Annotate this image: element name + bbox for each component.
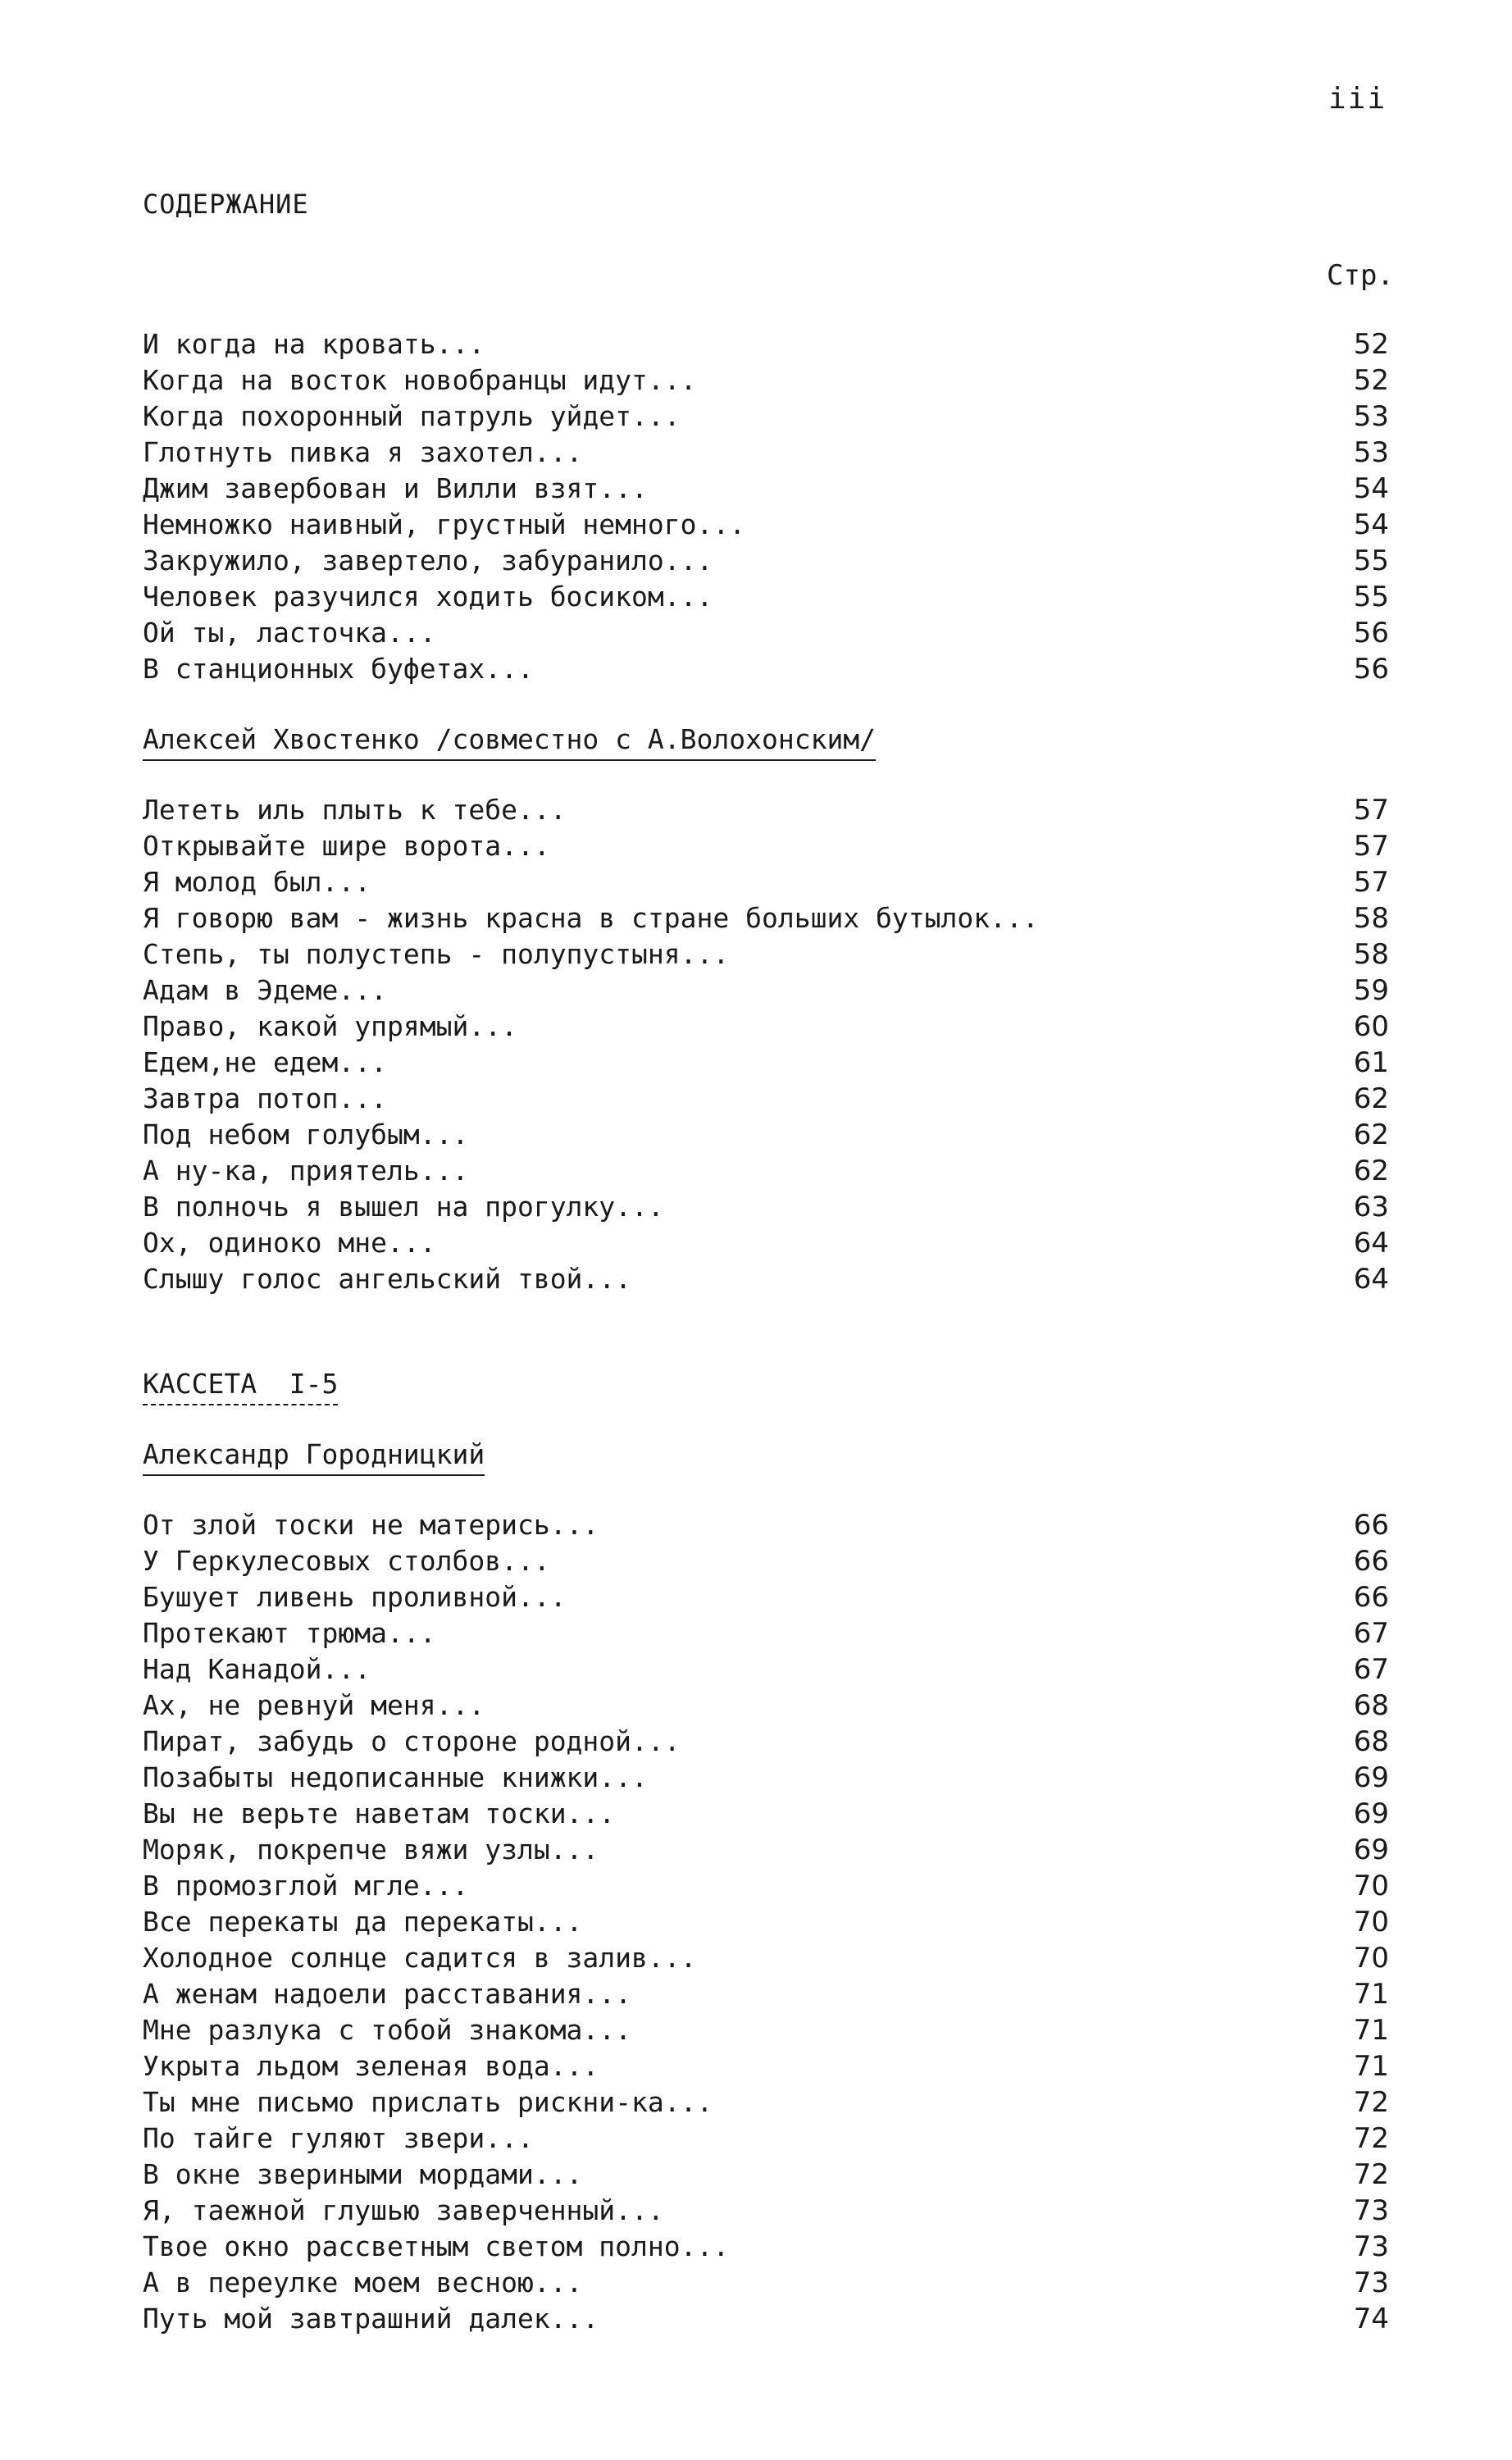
toc-entry bbox=[143, 326, 1389, 362]
toc-entry-page: 69 bbox=[1353, 1834, 1389, 1866]
toc-entry bbox=[143, 1651, 1389, 1688]
section2-list bbox=[143, 792, 1389, 1297]
toc-entry-page: 64 bbox=[1353, 1227, 1389, 1260]
toc-entry-title: Глотнуть пивка я захотел... bbox=[143, 436, 583, 468]
toc-entry-page: 58 bbox=[1353, 902, 1389, 935]
toc-entry-page: 72 bbox=[1353, 2086, 1389, 2119]
toc-entry bbox=[143, 435, 1389, 471]
toc-entry bbox=[143, 2121, 1389, 2157]
toc-entry bbox=[143, 2012, 1389, 2048]
toc-entry-page: 60 bbox=[1353, 1010, 1389, 1043]
toc-entry-title: Протекают трюма... bbox=[143, 1617, 436, 1649]
cassette-heading: КАССЕТА I-5 bbox=[143, 1368, 338, 1405]
toc-entry-page: 66 bbox=[1353, 1509, 1389, 1542]
toc-entry-page: 71 bbox=[1353, 2050, 1389, 2083]
toc-entry bbox=[143, 1189, 1389, 1225]
toc-entry-page: 56 bbox=[1353, 617, 1389, 649]
toc-entry bbox=[143, 936, 1389, 973]
toc-entry-title: Пират, забудь о стороне родной... bbox=[143, 1725, 681, 1757]
toc-entry bbox=[143, 1868, 1389, 1904]
toc-entry-page: 55 bbox=[1353, 581, 1389, 613]
toc-entry-page: 54 bbox=[1353, 508, 1389, 541]
toc-entry-title: Все перекаты да перекаты... bbox=[143, 1906, 583, 1938]
page-number: iii bbox=[1328, 82, 1387, 116]
toc-entry-title: От злой тоски не матерись... bbox=[143, 1509, 599, 1541]
toc-entry-title: Степь, ты полустепь - полупустыня... bbox=[143, 938, 730, 970]
toc-entry-page: 71 bbox=[1353, 2014, 1389, 2047]
toc-entry-title: У Геркулесовых столбов... bbox=[143, 1545, 550, 1577]
section1-list bbox=[143, 326, 1389, 687]
toc-entry bbox=[143, 1045, 1389, 1081]
toc-entry bbox=[143, 651, 1389, 687]
toc-entry-title: Когда похоронный патруль уйдет... bbox=[143, 400, 681, 432]
toc-entry-page: 72 bbox=[1353, 2122, 1389, 2155]
toc-entry bbox=[143, 362, 1389, 399]
toc-entry-page: 73 bbox=[1353, 2230, 1389, 2263]
toc-entry-title: Человек разучился ходить босиком... bbox=[143, 581, 713, 613]
toc-entry bbox=[143, 2265, 1389, 2301]
toc-entry-page: 62 bbox=[1353, 1118, 1389, 1151]
toc-entry bbox=[143, 1904, 1389, 1940]
toc-entry-title: Джим завербован и Вилли взят... bbox=[143, 472, 648, 504]
toc-entry bbox=[143, 471, 1389, 507]
toc-entry bbox=[143, 615, 1389, 651]
toc-entry-page: 62 bbox=[1353, 1155, 1389, 1187]
toc-entry-title: По тайге гуляют звери... bbox=[143, 2122, 534, 2154]
toc-entry-title: В станционных буфетах... bbox=[143, 653, 534, 685]
toc-entry-title: Моряк, покрепче вяжи узлы... bbox=[143, 1834, 599, 1866]
toc-entry-page: 66 bbox=[1353, 1545, 1389, 1578]
toc-entry-page: 58 bbox=[1353, 938, 1389, 971]
toc-entry-page: 71 bbox=[1353, 1978, 1389, 2011]
toc-entry-page: 63 bbox=[1353, 1191, 1389, 1223]
toc-entry bbox=[143, 864, 1389, 900]
toc-entry bbox=[143, 543, 1389, 579]
toc-entry-title: Когда на восток новобранцы идут... bbox=[143, 364, 697, 396]
author-heading-gorodnitsky: Александр Городницкий bbox=[143, 1438, 485, 1476]
toc-entry-title: Ты мне письмо прислать рискни-ка... bbox=[143, 2086, 713, 2118]
toc-entry bbox=[143, 1543, 1389, 1579]
toc-entry bbox=[143, 1615, 1389, 1651]
toc-entry-title: Укрыта льдом зеленая вода... bbox=[143, 2050, 599, 2082]
toc-entry-page: 55 bbox=[1353, 544, 1389, 577]
toc-entry-page: 66 bbox=[1353, 1581, 1389, 1614]
toc-entry bbox=[143, 1688, 1389, 1724]
toc-entry-page: 70 bbox=[1353, 1870, 1389, 1902]
toc-entry bbox=[143, 1117, 1389, 1153]
toc-entry bbox=[143, 1081, 1389, 1117]
toc-entry-title: Слышу голос ангельский твой... bbox=[143, 1263, 632, 1295]
toc-entry-page: 64 bbox=[1353, 1263, 1389, 1296]
toc-entry bbox=[143, 2157, 1389, 2193]
toc-entry-page: 68 bbox=[1353, 1689, 1389, 1722]
toc-entry-title: Я молод был... bbox=[143, 866, 371, 898]
toc-entry-title: Завтра потоп... bbox=[143, 1082, 388, 1114]
toc-entry bbox=[143, 1225, 1389, 1261]
toc-entry bbox=[143, 828, 1389, 864]
toc-entry-title: В промозглой мгле... bbox=[143, 1870, 469, 1902]
toc-entry-page: 59 bbox=[1353, 974, 1389, 1007]
toc-entry bbox=[143, 1579, 1389, 1615]
toc-entry bbox=[143, 1760, 1389, 1796]
toc-entry bbox=[143, 1976, 1389, 2012]
toc-entry-title: Едем,не едем... bbox=[143, 1046, 388, 1078]
page-title: СОДЕРЖАНИЕ bbox=[143, 189, 309, 220]
toc-entry-page: 57 bbox=[1353, 830, 1389, 863]
toc-entry-title: Лететь иль плыть к тебе... bbox=[143, 794, 567, 826]
toc-entry-title: Ах, не ревнуй меня... bbox=[143, 1689, 485, 1721]
toc-entry bbox=[143, 1724, 1389, 1760]
toc-entry-title: В полночь я вышел на прогулку... bbox=[143, 1191, 664, 1223]
toc-entry-page: 52 bbox=[1353, 364, 1389, 397]
page-column-label: Стр. bbox=[1327, 259, 1394, 292]
toc-entry-title: Я, таежной глушью заверченный... bbox=[143, 2194, 664, 2226]
section3-list bbox=[143, 1507, 1389, 2337]
toc-entry-title: Позабыты недописанные книжки... bbox=[143, 1761, 648, 1793]
toc-entry-page: 69 bbox=[1353, 1797, 1389, 1830]
toc-entry-title: Закружило, завертело, забуранило... bbox=[143, 544, 713, 576]
toc-entry-page: 74 bbox=[1353, 2303, 1389, 2335]
toc-entry-page: 56 bbox=[1353, 653, 1389, 686]
toc-entry bbox=[143, 1796, 1389, 1832]
toc-entry-title: А ну-ка, приятель... bbox=[143, 1155, 469, 1187]
toc-entry-title: Твое окно рассветным светом полно... bbox=[143, 2230, 730, 2262]
toc-entry-page: 57 bbox=[1353, 794, 1389, 827]
toc-entry-title: Холодное солнце садится в залив... bbox=[143, 1942, 697, 1974]
toc-entry-page: 73 bbox=[1353, 2266, 1389, 2299]
toc-entry bbox=[143, 507, 1389, 543]
toc-entry bbox=[143, 1507, 1389, 1543]
toc-entry bbox=[143, 1153, 1389, 1189]
toc-entry-page: 68 bbox=[1353, 1725, 1389, 1758]
toc-entry-title: Вы не верьте наветам тоски... bbox=[143, 1797, 616, 1829]
toc-entry bbox=[143, 2193, 1389, 2229]
toc-entry-page: 53 bbox=[1353, 436, 1389, 469]
toc-entry-title: Право, какой упрямый... bbox=[143, 1010, 517, 1042]
toc-entry-page: 70 bbox=[1353, 1942, 1389, 1975]
toc-entry-page: 54 bbox=[1353, 472, 1389, 505]
toc-entry-title: Ой ты, ласточка... bbox=[143, 617, 436, 649]
toc-entry-title: Мне разлука с тобой знакома... bbox=[143, 2014, 632, 2046]
toc-entry bbox=[143, 399, 1389, 435]
toc-entry-page: 53 bbox=[1353, 400, 1389, 433]
toc-entry bbox=[143, 2084, 1389, 2121]
toc-entry-title: А женам надоели расставания... bbox=[143, 1978, 632, 2010]
toc-entry-page: 67 bbox=[1353, 1617, 1389, 1650]
toc-entry bbox=[143, 973, 1389, 1009]
toc-entry-page: 72 bbox=[1353, 2158, 1389, 2191]
toc-entry-page: 70 bbox=[1353, 1906, 1389, 1938]
toc-entry bbox=[143, 1261, 1389, 1297]
toc-entry bbox=[143, 2229, 1389, 2265]
toc-entry-page: 62 bbox=[1353, 1082, 1389, 1115]
toc-entry-page: 57 bbox=[1353, 866, 1389, 899]
toc-entry-page: 67 bbox=[1353, 1653, 1389, 1686]
toc-entry-title: Адам в Эдеме... bbox=[143, 974, 388, 1006]
toc-entry-title: Путь мой завтрашний далек... bbox=[143, 2303, 599, 2335]
toc-entry bbox=[143, 1832, 1389, 1868]
toc-entry-title: Бушует ливень проливной... bbox=[143, 1581, 567, 1613]
toc-entry-title: Открывайте шире ворота... bbox=[143, 830, 550, 862]
toc-entry-title: Я говорю вам - жизнь красна в стране больших бутылок... bbox=[143, 902, 1039, 934]
toc-entry-title: А в переулке моем весною... bbox=[143, 2266, 583, 2298]
toc-entry bbox=[143, 900, 1389, 936]
toc-entry-page: 73 bbox=[1353, 2194, 1389, 2227]
toc-entry-title: Под небом голубым... bbox=[143, 1118, 469, 1150]
toc-entry-page: 61 bbox=[1353, 1046, 1389, 1079]
toc-entry bbox=[143, 2048, 1389, 2084]
toc-entry-title: Немножко наивный, грустный немного... bbox=[143, 508, 746, 540]
toc-entry bbox=[143, 792, 1389, 828]
toc-entry bbox=[143, 579, 1389, 615]
toc-entry bbox=[143, 1009, 1389, 1045]
toc-entry-title: Ох, одиноко мне... bbox=[143, 1227, 436, 1259]
toc-entry bbox=[143, 2301, 1389, 2337]
toc-entry bbox=[143, 1940, 1389, 1976]
toc-entry-title: Над Канадой... bbox=[143, 1653, 371, 1685]
toc-entry-title: И когда на кровать... bbox=[143, 328, 485, 360]
toc-entry-title: В окне звериными мордами... bbox=[143, 2158, 583, 2190]
toc-entry-page: 69 bbox=[1353, 1761, 1389, 1794]
author-heading-khvostenko: Алексей Хвостенко /совместно с А.Волохонским/ bbox=[143, 723, 876, 761]
toc-entry-page: 52 bbox=[1353, 328, 1389, 361]
